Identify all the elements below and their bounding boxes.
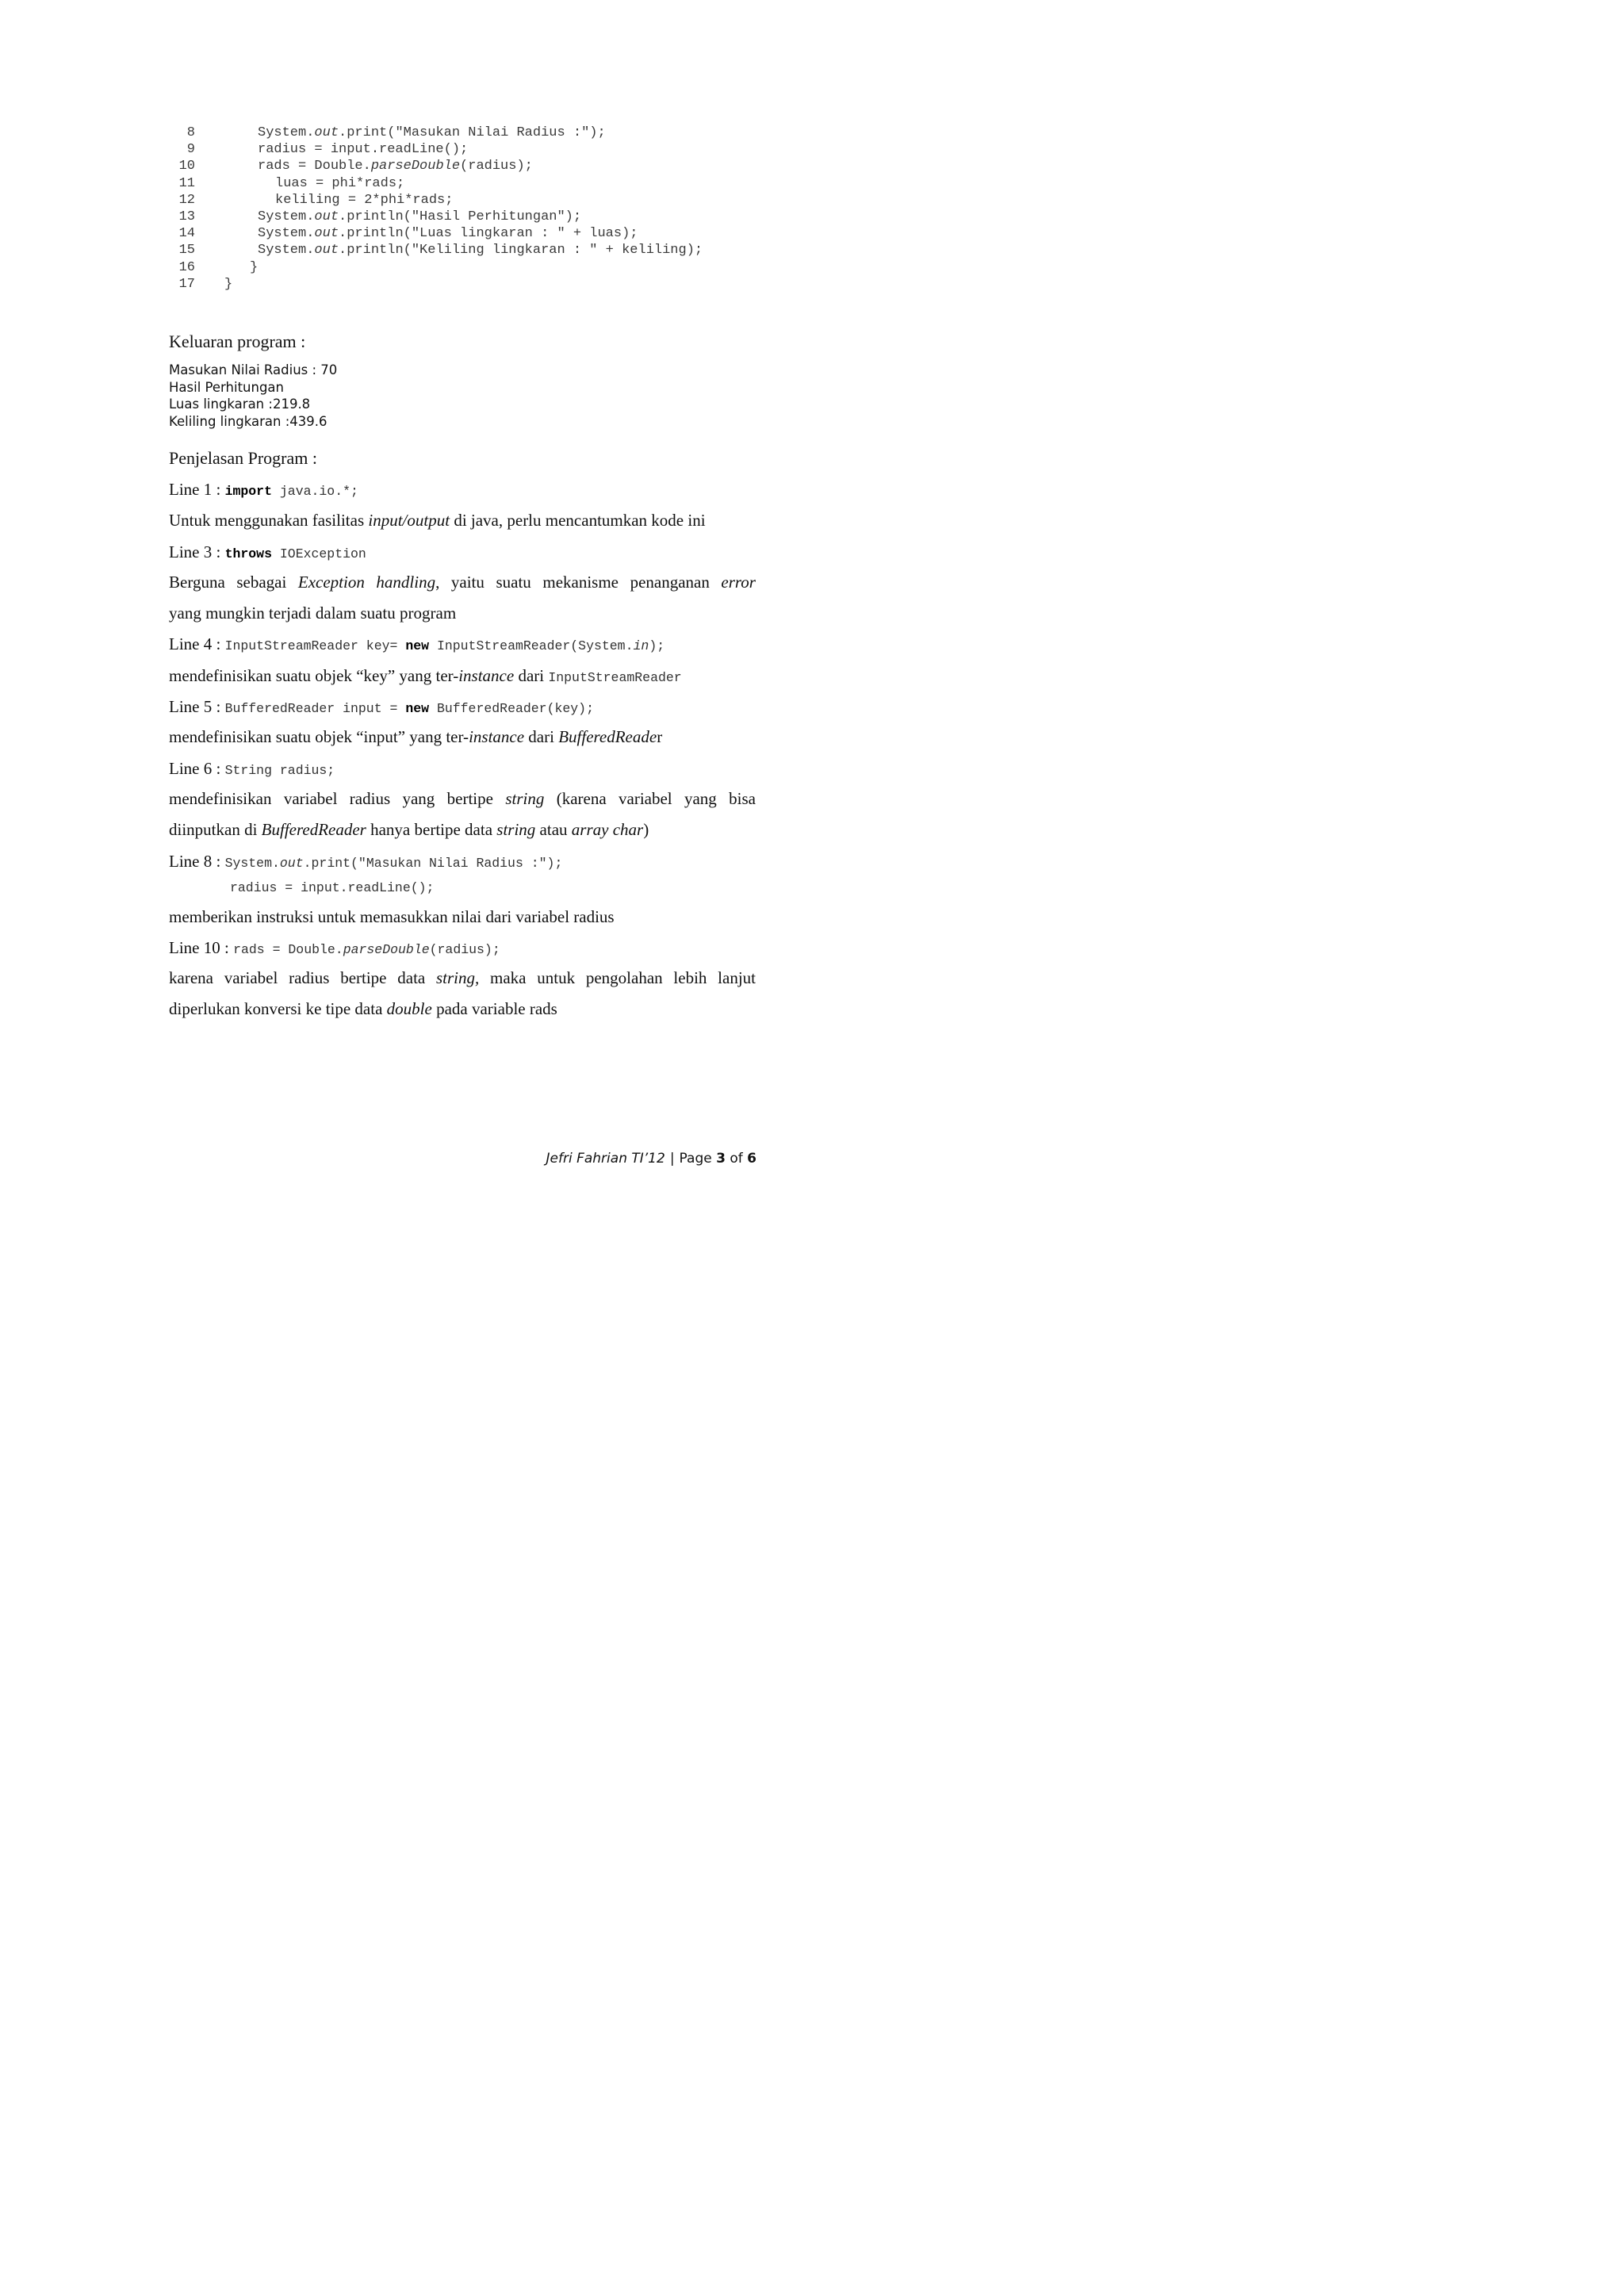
desc-text: (karena variabel yang bisa xyxy=(544,789,756,808)
explain-line-3 xyxy=(169,542,366,562)
desc-italic: input/output xyxy=(368,511,450,530)
desc-text: ) xyxy=(643,820,649,839)
output-line: Keliling lingkaran :439.6 xyxy=(169,413,327,429)
code-text: ); xyxy=(649,638,665,653)
output-line: Hasil Perhitungan xyxy=(169,379,285,395)
desc-text: maka untuk pengolahan lebih lanjut xyxy=(479,968,756,987)
code-text: radius = input.readLine(); xyxy=(258,142,469,158)
code-text: keliling = 2*phi*rads; xyxy=(275,192,454,208)
explanation-heading: Penjelasan Program : xyxy=(169,448,317,468)
line-number: 13 xyxy=(178,209,195,224)
line-number: 11 xyxy=(178,175,195,191)
code-source xyxy=(258,225,638,242)
code-text: InputStreamReader(System. xyxy=(429,638,634,653)
code-text: System. xyxy=(258,209,315,224)
desc-text: di java, perlu mencantumkan kode ini xyxy=(450,511,706,530)
code-text: rads = Double. xyxy=(258,159,371,174)
explain-line-6-desc-2 xyxy=(169,820,756,840)
desc-text: r xyxy=(657,727,663,746)
explain-line-1-desc xyxy=(169,511,756,531)
page-total: 6 xyxy=(747,1151,756,1167)
desc-italic: Exception handling xyxy=(297,573,436,592)
desc-text: , yaitu suatu mekanisme penanganan xyxy=(435,573,722,592)
desc-italic: instance xyxy=(469,727,525,746)
code-keyword: new xyxy=(405,701,430,716)
page-word: Page xyxy=(679,1151,712,1167)
code-italic: out xyxy=(314,209,339,224)
explain-line-10 xyxy=(169,938,500,958)
desc-text: pada variable rads xyxy=(431,999,557,1018)
code-italic: parseDouble xyxy=(370,159,461,174)
desc-italic: BufferedReade xyxy=(558,727,657,746)
code-italic: out xyxy=(279,856,304,871)
code-text: .println("Luas lingkaran : " + luas); xyxy=(339,226,638,242)
code-source xyxy=(258,125,606,141)
code-italic: out xyxy=(314,125,339,140)
code-italic: out xyxy=(314,226,339,242)
code-text: BufferedReader input = xyxy=(224,701,406,716)
code-italic: in xyxy=(633,638,649,653)
code-source xyxy=(250,259,258,276)
line-number: 15 xyxy=(178,243,195,259)
footer-separator: | xyxy=(669,1151,675,1167)
code-text: (radius); xyxy=(429,942,500,957)
explain-line-8-cont: radius = input.readLine(); xyxy=(230,880,435,895)
desc-text: mendefinisikan variabel radius yang bertipe xyxy=(169,789,506,808)
code-source xyxy=(275,192,453,209)
desc-text: karena variabel radius bertipe data xyxy=(169,968,436,987)
explain-line-6 xyxy=(169,759,335,779)
desc-italic: double xyxy=(386,999,432,1018)
line-label: Line 3 : xyxy=(169,542,221,561)
explain-line-4 xyxy=(169,634,665,654)
explain-line-3-desc-1 xyxy=(169,573,756,592)
explain-line-8-desc: memberikan instruksi untuk memasukkan nilai dari variabel radius xyxy=(169,907,615,926)
desc-text: diperlukan konversi ke tipe data xyxy=(169,999,387,1018)
desc-code: InputStreamReader xyxy=(548,670,682,685)
code-text: .print("Masukan Nilai Radius :"); xyxy=(339,125,606,140)
code-keyword: new xyxy=(405,638,430,653)
code-keyword: throws xyxy=(224,546,272,561)
code-source xyxy=(258,209,581,225)
desc-text: mendefinisikan suatu objek “key” yang ter- xyxy=(169,666,459,685)
line-number: 17 xyxy=(178,276,195,292)
line-label: Line 10 : xyxy=(169,938,229,957)
code-text: BufferedReader(key); xyxy=(429,701,594,716)
line-number: 14 xyxy=(178,226,195,242)
desc-italic: instance xyxy=(458,666,515,685)
code-italic: out xyxy=(314,243,339,259)
desc-text: hanya bertipe data xyxy=(366,820,497,839)
code-text: System. xyxy=(258,125,315,140)
code-text: IOException xyxy=(272,546,366,561)
desc-text: mendefinisikan suatu objek “input” yang ter- xyxy=(169,727,469,746)
desc-text: atau xyxy=(535,820,572,839)
code-source xyxy=(224,276,232,293)
code-text: .println("Keliling lingkaran : " + keliling); xyxy=(339,243,703,259)
code-text: System. xyxy=(224,856,280,871)
explain-line-1 xyxy=(169,480,358,500)
explain-line-6-desc-1 xyxy=(169,789,756,809)
of-word: of xyxy=(730,1151,743,1167)
explain-line-8 xyxy=(169,852,562,872)
line-number: 16 xyxy=(178,259,195,275)
explain-line-5-desc xyxy=(169,727,756,747)
code-italic: parseDouble xyxy=(343,942,430,957)
code-text: String radius; xyxy=(224,763,335,778)
line-label: Line 8 : xyxy=(169,852,221,871)
desc-italic: string, xyxy=(436,968,480,987)
line-label: Line 4 : xyxy=(169,634,221,653)
desc-text: diinputkan di xyxy=(169,820,262,839)
desc-text: Berguna sebagai xyxy=(169,573,298,592)
code-keyword: import xyxy=(224,484,272,499)
desc-italic: string xyxy=(496,820,536,839)
code-text: } xyxy=(224,276,233,292)
line-number: 10 xyxy=(178,159,195,174)
line-number: 8 xyxy=(186,125,195,140)
code-text: InputStreamReader key= xyxy=(224,638,406,653)
code-source xyxy=(258,158,533,174)
line-label: Line 5 : xyxy=(169,697,221,716)
code-source xyxy=(258,141,468,158)
program-output xyxy=(169,362,337,430)
code-text: } xyxy=(250,259,259,275)
code-text: luas = phi*rads; xyxy=(275,175,405,191)
code-text: .println("Hasil Perhitungan"); xyxy=(339,209,582,224)
line-number: 12 xyxy=(178,192,195,208)
desc-italic: BufferedReader xyxy=(261,820,366,839)
code-text: java.io.*; xyxy=(272,484,358,499)
output-heading: Keluaran program : xyxy=(169,331,306,351)
output-line: Masukan Nilai Radius : 70 xyxy=(169,362,338,377)
explain-line-4-desc xyxy=(169,666,756,686)
explain-line-3-desc-2: yang mungkin terjadi dalam suatu program xyxy=(169,603,457,623)
code-source xyxy=(275,175,404,192)
code-text: System. xyxy=(258,243,315,259)
explain-line-10-desc-2 xyxy=(169,999,756,1019)
code-text: System. xyxy=(258,226,315,242)
desc-text: Untuk menggunakan fasilitas xyxy=(169,511,369,530)
explain-line-10-desc-1 xyxy=(169,968,756,988)
code-text: .print("Masukan Nilai Radius :"); xyxy=(303,856,563,871)
desc-italic: string xyxy=(505,789,545,808)
code-source xyxy=(258,242,703,259)
line-label: Line 6 : xyxy=(169,759,221,778)
line-label: Line 1 : xyxy=(169,480,221,499)
page-footer xyxy=(546,1151,756,1167)
author-name: Jefri Fahrian TI’12 xyxy=(546,1151,665,1167)
explain-line-5 xyxy=(169,697,594,717)
desc-italic: error xyxy=(721,573,756,592)
code-text: rads = Double. xyxy=(233,942,343,957)
desc-italic: array char xyxy=(571,820,644,839)
desc-text: dari xyxy=(514,666,549,685)
line-number: 9 xyxy=(186,142,195,158)
code-text: (radius); xyxy=(460,159,533,174)
desc-text: dari xyxy=(524,727,559,746)
page-number: 3 xyxy=(716,1151,726,1167)
output-line: Luas lingkaran :219.8 xyxy=(169,397,311,412)
